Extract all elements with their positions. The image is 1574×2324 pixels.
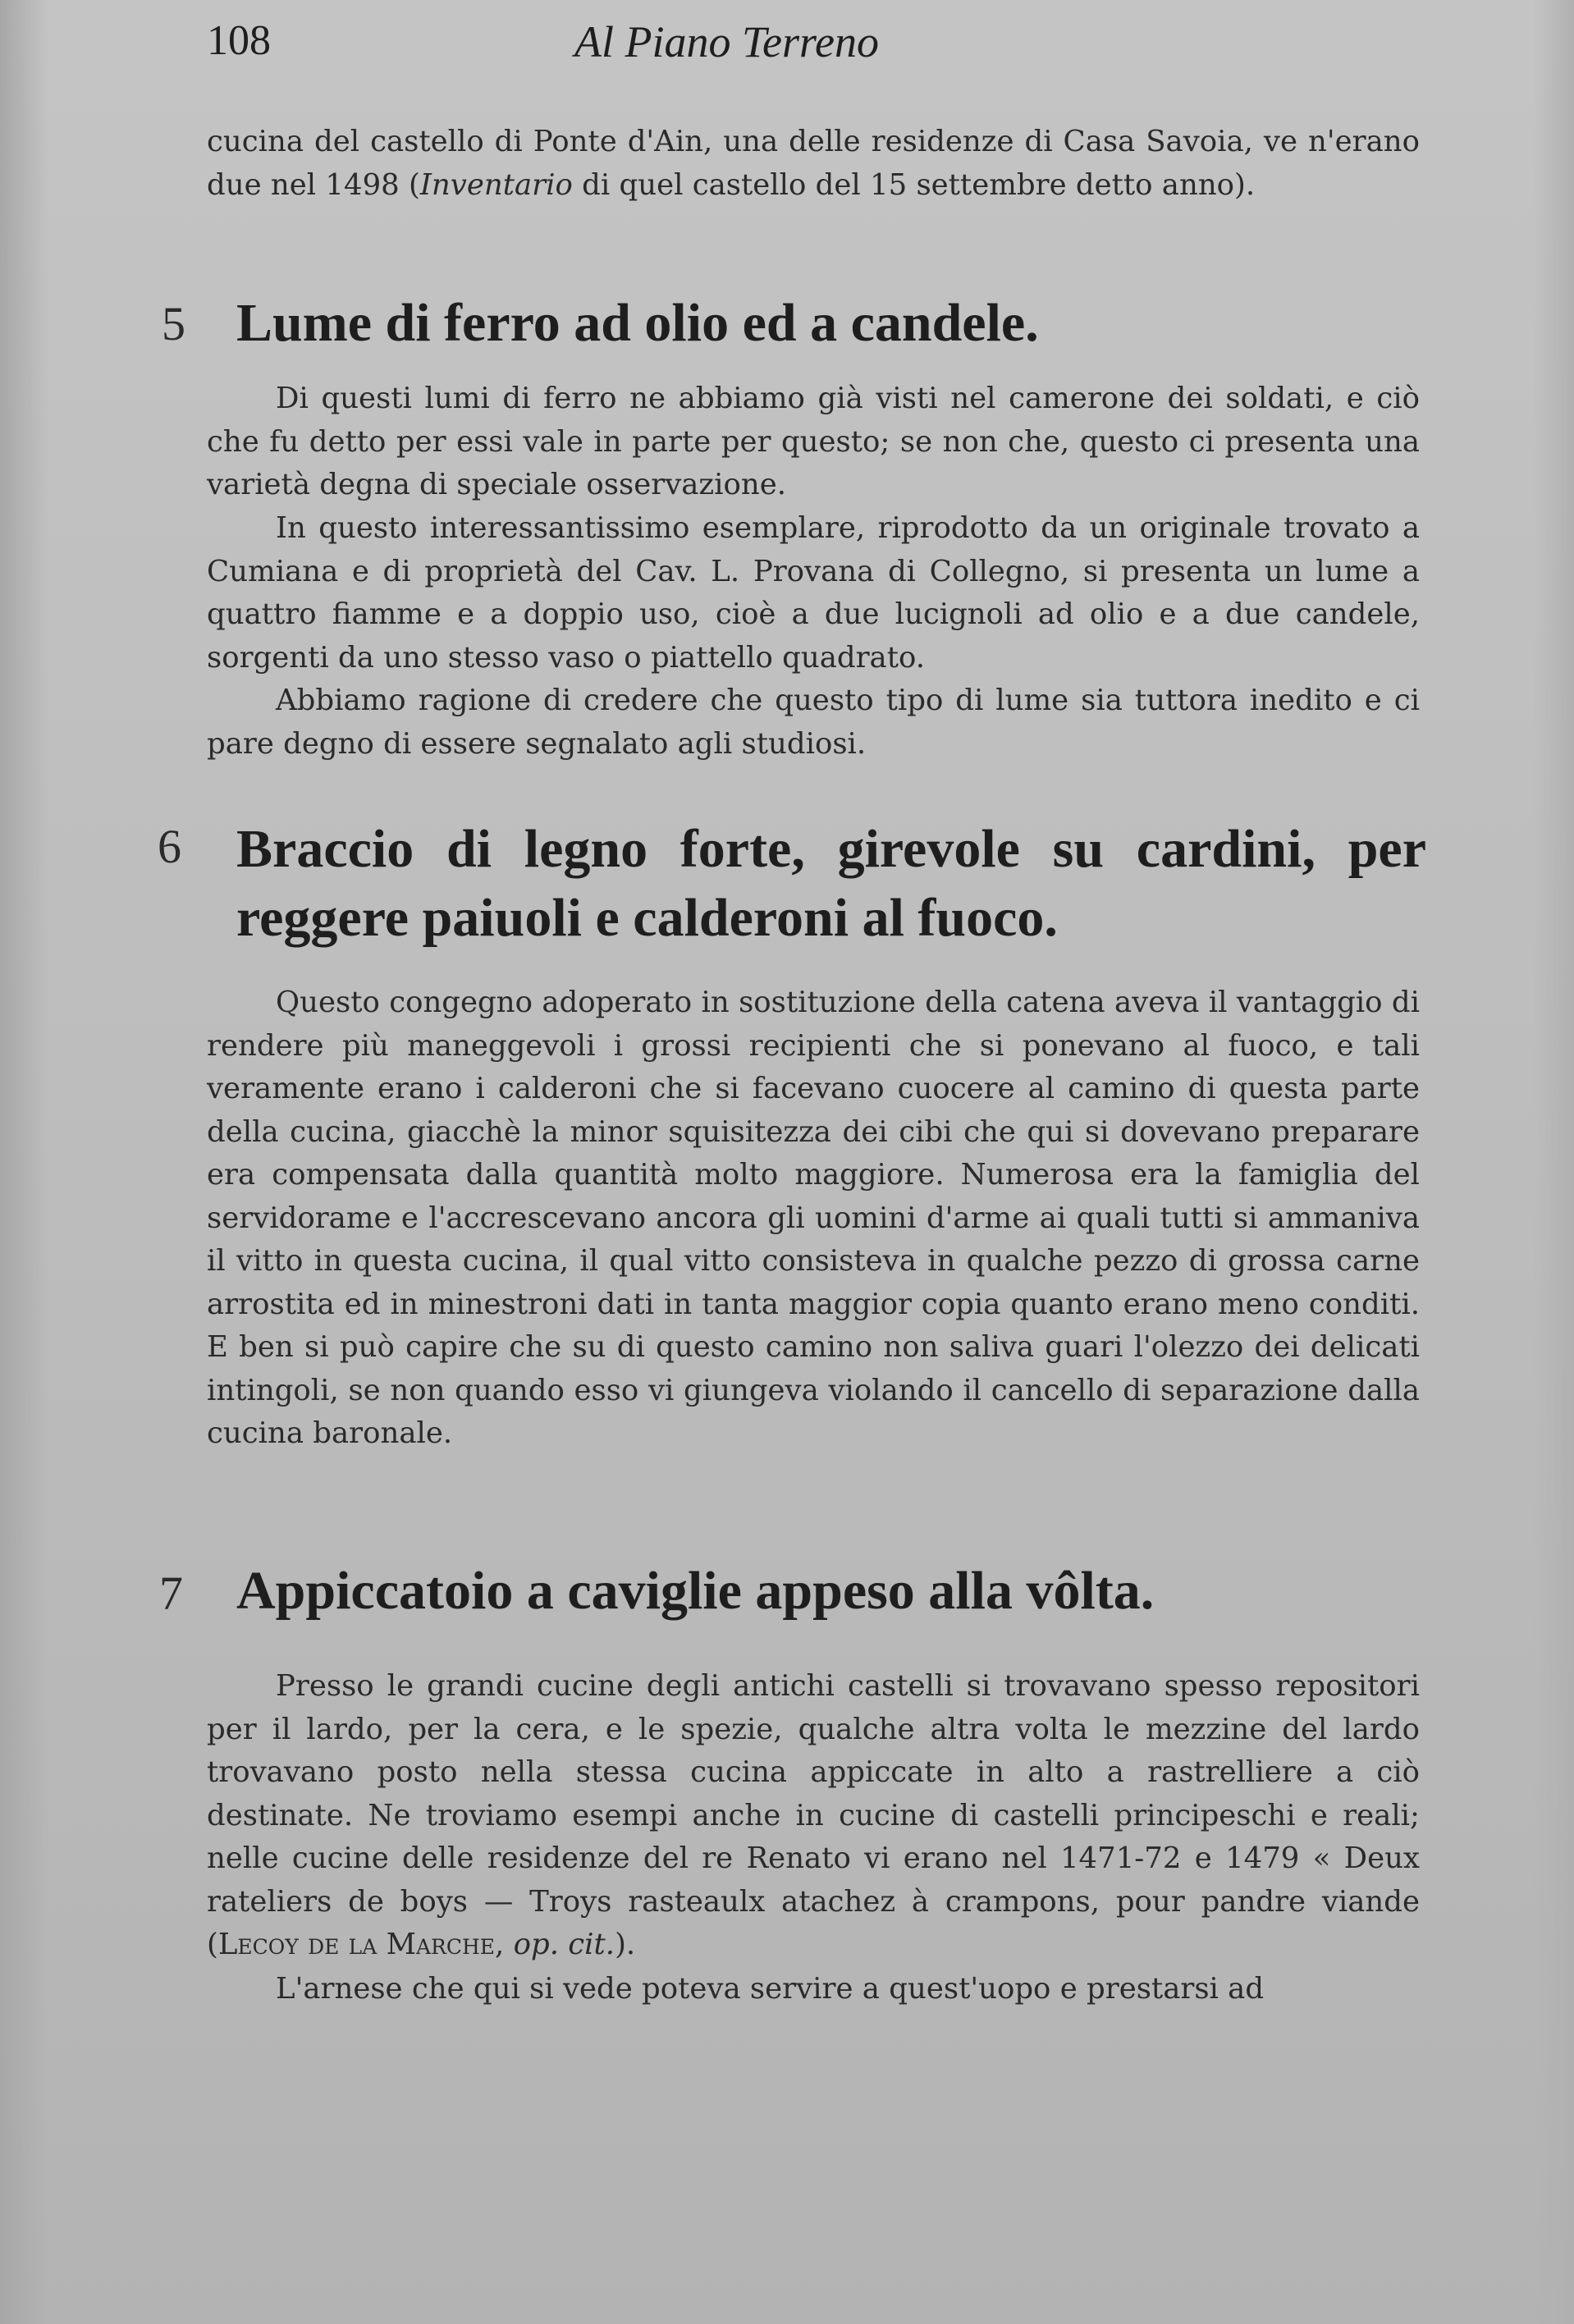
- intro-paragraph: cucina del castello di Ponte d'Ain, una delle residenze di Casa Savoia, ve n'erano due nel 1498 (Inventario di quel castello del 15 settembre detto anno).: [207, 125, 1420, 202]
- entry-6-paragraph-1: Questo congegno adoperato in sostituzione della catena aveva il vantaggio di rendere più maneggevoli i grossi recipienti che si ponevano al fuoco, e tali veramente erano i calderoni che si facevano cuocere al camino di questa parte della cucina, giacchè la minor squisitezza dei cibi che qui si dovevano preparare era compensata dalla quantità molto maggiore. Numerosa era la famiglia del servidorame e l'accrescevano ancora gli uomini d'arme ai quali tutti si ammaniva il vitto in questa cucina, il qual vitto consisteva in qualche pezzo di grossa carne arrostita ed in minestroni dati in tanta maggior copia quanto erano meno conditi. E ben si può capire che su di questo camino non saliva guari l'olezzo dei delicati intingoli, se non quando esso vi giungeva violando il cancello di separazione dalla cucina baronale.: [207, 986, 1420, 1450]
- entry-5-paragraph-2: In questo interessantissimo esemplare, riprodotto da un originale trovato a Cumiana e di proprietà del Cav. L. Provana di Collegno, si presenta un lume a quattro fiamme e a doppio uso, cioè a due lucignoli ad olio e a due candele, sorgenti da uno stesso vaso o piattello quadrato.: [207, 511, 1420, 675]
- entry-5-number: 5: [162, 297, 185, 350]
- citation-italic: op. cit.: [513, 1928, 615, 1961]
- page-number: 108: [207, 17, 271, 64]
- author-name: Lecoy de la Marche: [217, 1928, 496, 1961]
- page-header: [0, 16, 1574, 74]
- entry-7-paragraph-2: L'arnese che qui si vede poteva servire a quest'uopo e prestarsi ad: [276, 1972, 1265, 2006]
- entry-6-number: 6: [158, 820, 181, 873]
- entry-7-heading: Appiccatoio a caviglie appeso alla vôlta.: [236, 1561, 1155, 1621]
- entry-7-paragraph-1: Presso le grandi cucine degli antichi castelli si trovavano spesso repositori per il lardo, per la cera, e le spezie, qualche altra volta le mezzine del lardo trovavano posto nella stessa cucina appiccate in alto a rastrelliere a ciò destinate. Ne troviamo esempi anche in cucine di castelli principeschi e reali; nelle cucine delle residenze del re Renato vi erano nel 1471-72 e 1479 « Deux rateliers de boys — Troys rasteaulx atachez à crampons, pour pandre viande (Lecoy de la Marche, op. cit.).: [207, 1669, 1420, 1961]
- running-title: Al Piano Terreno: [574, 17, 880, 66]
- entry-7-number: 7: [159, 1567, 183, 1620]
- entry-5-heading: Lume di ferro ad olio ed a candele.: [236, 293, 1039, 353]
- inventario-italic: Inventario: [419, 167, 573, 202]
- entry-6-heading: Braccio di legno forte, girevole su cardini, per reggere paiuoli e calderoni al fuoco.: [236, 819, 1426, 948]
- entry-5-paragraph-1: Di questi lumi di ferro ne abbiamo già visti nel camerone dei soldati, e ciò che fu detto per essi vale in parte per questo; se non che, questo ci presenta una varietà degna di speciale osservazione.: [207, 382, 1420, 501]
- entry-5-paragraph-3: Abbiamo ragione di credere che questo tipo di lume sia tuttora inedito e ci pare degno di essere segnalato agli studiosi.: [207, 684, 1420, 761]
